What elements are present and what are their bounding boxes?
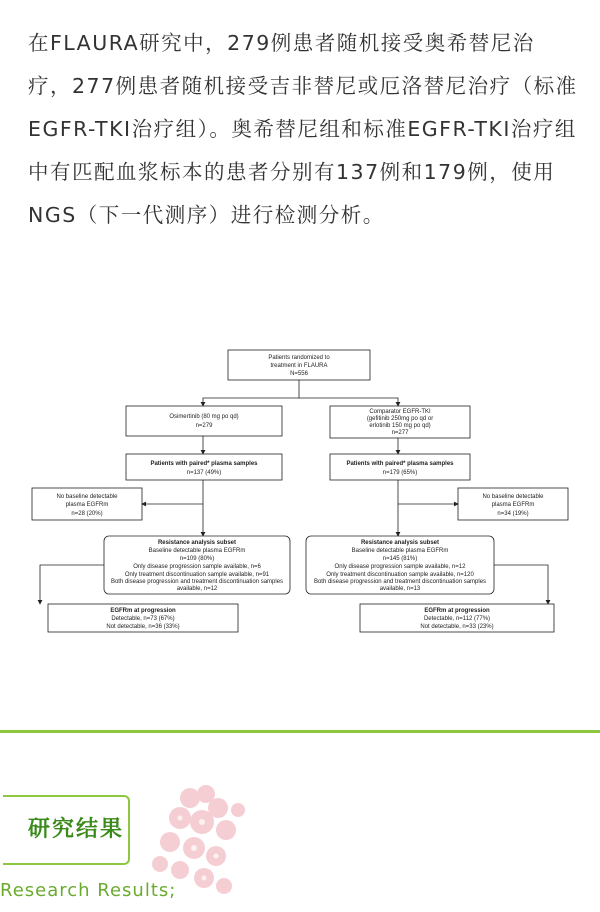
resistance-right-line7: available, n=13 <box>379 586 421 592</box>
resistance-left-line1: Resistance analysis subset <box>157 540 237 546</box>
resistance-left-line7: available, n=12 <box>176 586 218 592</box>
comparator-line1: Comparator EGFR-TKI <box>369 409 431 415</box>
comparator-line2: (gefitinib 250mg po qd or <box>366 416 434 422</box>
resistance-left-line4: Only disease progression sample available, n=6 <box>133 564 261 570</box>
progression-left-line1: EGFRm at progression <box>110 608 176 614</box>
resistance-right-line3: n=145 (81%) <box>382 556 418 562</box>
no-baseline-left-line2: plasma EGFRm <box>65 502 109 508</box>
no-baseline-left-line1: No baseline detectable <box>56 494 118 500</box>
progression-left-line2: Detectable, n=73 (67%) <box>111 616 175 622</box>
resistance-left-line6: Both disease progression and treatment discontinuation samples <box>110 579 284 585</box>
resistance-left-line3: n=109 (80%) <box>179 556 215 562</box>
connector-left-progression <box>40 565 104 604</box>
connector-top-right <box>299 398 398 406</box>
paired-right-line2: n=179 (65%) <box>382 470 418 476</box>
connector-right-progression <box>494 565 548 604</box>
no-baseline-right-line1: No baseline detectable <box>482 494 544 500</box>
paired-left-box <box>126 454 282 480</box>
no-baseline-right-line2: plasma EGFRm <box>491 502 535 508</box>
progression-left-line3: Not detectable, n=36 (33%) <box>106 624 180 630</box>
resistance-right-line1: Resistance analysis subset <box>360 540 440 546</box>
resistance-right-line2: Baseline detectable plasma EGFRm <box>351 548 449 554</box>
section-title: 研究结果 <box>28 817 125 842</box>
progression-right-line2: Detectable, n=112 (77%) <box>423 616 491 622</box>
section-divider <box>0 730 600 733</box>
flowchart <box>0 340 600 640</box>
resistance-left-line5: Only treatment discontinuation sample available, n=91 <box>124 572 270 578</box>
comparator-line3: erlotinib 150 mg po qd) <box>369 423 431 429</box>
resistance-right-line6: Both disease progression and treatment discontinuation samples <box>313 579 487 585</box>
no-baseline-right-line3: n=34 (19%) <box>497 511 529 517</box>
randomized-line2: treatment in FLAURA <box>270 363 328 369</box>
progression-right-line1: EGFRm at progression <box>424 608 490 614</box>
randomized-line3: N=556 <box>290 371 308 377</box>
resistance-left-line2: Baseline detectable plasma EGFRm <box>148 548 246 554</box>
randomized-line1: Patients randomized to <box>268 355 330 361</box>
osimertinib-line2: n=279 <box>195 423 213 429</box>
section-subtitle: Research Results; <box>0 880 177 901</box>
osimertinib-line1: Osimertinib (80 mg po qd) <box>169 414 239 420</box>
paired-left-line1: Patients with paired* plasma samples <box>150 461 258 467</box>
progression-right-line3: Not detectable, n=33 (23%) <box>420 624 494 630</box>
paired-right-box <box>330 454 470 480</box>
no-baseline-left-line3: n=28 (20%) <box>71 511 103 517</box>
osimertinib-box <box>126 406 282 436</box>
resistance-right-line4: Only disease progression sample available, n=12 <box>334 564 466 570</box>
paired-left-line2: n=137 (49%) <box>186 470 222 476</box>
intro-paragraph: 在FLAURA研究中，279例患者随机接受奥希替尼治疗，277例患者随机接受吉非替尼或厄洛替尼治疗（标准EGFR-TKI治疗组）。奥希替尼组和标准EGFR-TKI治疗组中有匹配血浆标本的患者分别有137例和179例，使用NGS（下一代测序）进行检测分析。 <box>28 31 578 227</box>
connector-top-left <box>203 380 299 406</box>
paired-right-line1: Patients with paired* plasma samples <box>346 461 454 467</box>
comparator-line4: n=277 <box>391 430 409 436</box>
resistance-right-line5: Only treatment discontinuation sample available, n=120 <box>326 572 474 578</box>
flowchart-svg <box>0 340 600 640</box>
